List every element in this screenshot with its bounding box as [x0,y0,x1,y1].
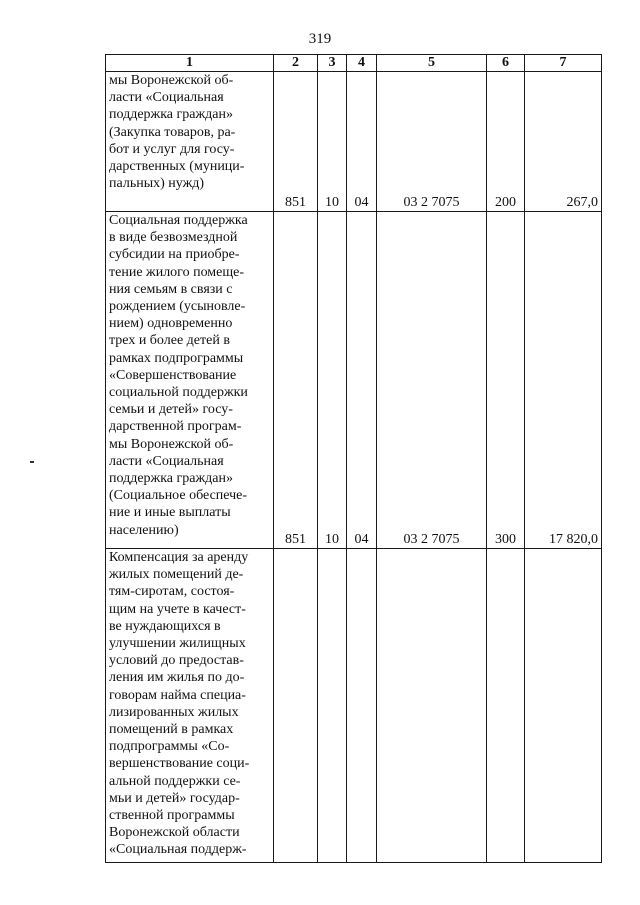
description-line: щим на учете в качест- [109,601,246,617]
description-line: мы Воронежской об- [109,73,234,88]
cell-section [318,549,347,863]
description-line: поддержка граждан» [109,471,233,487]
description-line: жилых помещений де- [109,567,244,583]
row-description [106,212,274,549]
cell-amount [525,549,602,863]
row-description [106,72,274,212]
description-line: (Закупка товаров, ра- [109,124,236,140]
table-row [106,212,602,549]
header-col-3: 3 [318,55,347,72]
description-line: социальной поддержки [109,385,248,401]
description-line: помещений в рамках [109,722,234,738]
description-line: подпрограммы «Со- [109,739,230,755]
row-description [106,549,274,863]
description-line: дарственной програм- [109,419,242,435]
budget-table [105,54,602,863]
description-line: ласти «Социальная [109,453,224,469]
description-line: населению) [109,522,179,538]
cell-target-code: 03 2 7075 [377,212,487,549]
description-line: семьи и детей» госу- [109,402,233,418]
description-line: условий до предостав- [109,653,244,669]
cell-target-code [377,549,487,863]
description-line: рамках подпрограммы [109,350,244,366]
description-line: Воронежской области [109,825,240,841]
description-line: Социальная поддержка [109,213,248,228]
cell-subsection: 04 [347,212,377,549]
table-row [106,549,602,863]
description-line: пальных) нужд) [109,176,205,192]
description-line: «Совершенствование [109,367,237,383]
description-line: тям-сиротам, состоя- [109,584,235,600]
description-line: поддержка граждан» [109,107,233,123]
description-line: альной поддержки се- [109,773,241,789]
description-line: рождением (усыновле- [109,299,246,315]
description-line: нием) одновременно [109,316,233,332]
description-line: мы Воронежской об- [109,436,234,452]
description-line: (Социальное обеспече- [109,488,248,504]
cell-subsection: 04 [347,72,377,212]
header-col-4: 4 [347,55,377,72]
description-line: ние и иные выплаты [109,505,231,521]
cell-expense-type [487,549,525,863]
description-line: дарственных (муници- [109,159,245,175]
cell-subsection [347,549,377,863]
cell-amount: 17 820,0 [525,212,602,549]
header-col-2: 2 [274,55,318,72]
cell-section: 10 [318,72,347,212]
description-line: говорам найма специа- [109,687,246,703]
description-line: субсидии на приобре- [109,247,240,263]
description-line: трех и более детей в [109,333,230,349]
description-line: вершенствование соци- [109,756,250,772]
description-line: ве нуждающихся в [109,618,221,634]
cell-ministry-code [274,549,318,863]
description-line: в виде безвозмездной [109,230,238,246]
header-col-5: 5 [377,55,487,72]
page-number: 319 [308,31,332,47]
cell-target-code: 03 2 7075 [377,72,487,212]
description-line: ния семьям в связи с [109,281,233,297]
cell-expense-type: 200 [487,72,525,212]
description-line: ственной программы [109,808,235,824]
cell-ministry-code: 851 [274,72,318,212]
table-row [106,72,602,212]
description-line: Компенсация за аренду [109,550,249,565]
cell-ministry-code: 851 [274,212,318,549]
cell-amount: 267,0 [525,72,602,212]
description-line: тение жилого помеще- [109,264,245,280]
header-col-1: 1 [106,55,274,72]
description-line: ласти «Социальная [109,90,224,106]
stray-mark [30,461,34,463]
description-line: «Социальная поддерж- [109,842,247,858]
description-line: лизированных жилых [109,704,239,720]
header-col-7: 7 [525,55,602,72]
description-line: улучшении жилищных [109,636,246,652]
description-line: бот и услуг для госу- [109,141,235,157]
description-line: ления им жилья по до- [109,670,245,686]
header-col-6: 6 [487,55,525,72]
cell-expense-type: 300 [487,212,525,549]
header-row [106,55,602,72]
cell-section: 10 [318,212,347,549]
description-line: мьи и детей» государ- [109,790,240,806]
